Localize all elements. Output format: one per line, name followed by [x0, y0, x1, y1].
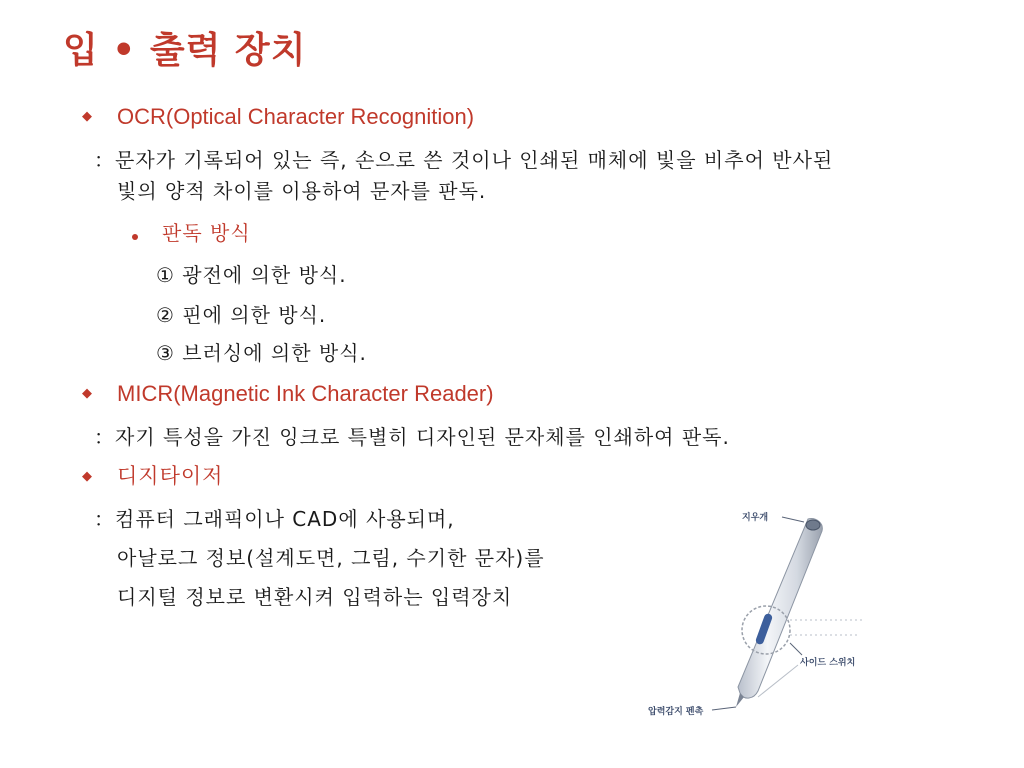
- diamond-bullet-icon: ◆: [82, 109, 92, 124]
- pressure-tip-label: 압력감지 펜촉: [648, 707, 704, 717]
- ocr-description-line2: 빛의 양적 차이를 이용하여 문자를 판독.: [117, 179, 487, 203]
- digitizer-pen-illustration: [640, 495, 880, 725]
- digitizer-description-line1: ：컴퓨터 그래픽이나 CAD에 사용되며,: [94, 507, 455, 531]
- dot-bullet-icon: [132, 234, 138, 240]
- micr-description: ：자기 특성을 가진 잉크로 특별히 디자인된 문자체를 인쇄하여 판독.: [94, 425, 730, 449]
- slide-title: 입 • 출력 장치: [63, 30, 307, 71]
- method-item: ③ 브러싱에 의한 방식.: [156, 341, 367, 365]
- eraser-label: 지우개: [742, 513, 769, 523]
- switch-leader-line: [790, 643, 802, 655]
- eraser-leader-line: [782, 517, 804, 522]
- method-item: ② 핀에 의한 방식.: [156, 303, 327, 327]
- diamond-bullet-icon: ◆: [82, 386, 92, 401]
- micr-heading: MICR(Magnetic Ink Character Reader): [117, 381, 494, 406]
- method-item: ① 광전에 의한 방식.: [156, 263, 347, 287]
- ocr-heading: OCR(Optical Character Recognition): [117, 104, 475, 129]
- diamond-bullet-icon: ◆: [82, 469, 92, 484]
- digitizer-heading: 디지타이저: [117, 464, 224, 488]
- side-switch-label: 사이드 스위치: [800, 658, 856, 668]
- reading-method-subheading: 판독 방식: [162, 221, 251, 245]
- ocr-description-line1: ：문자가 기록되어 있는 즉, 손으로 쓴 것이나 인쇄된 매체에 빛을 비추어 반사된: [94, 148, 834, 172]
- tip-leader-line: [712, 707, 736, 710]
- digitizer-description-line3: 디지털 정보로 변환시켜 입력하는 입력장치: [117, 585, 513, 609]
- digitizer-description-line2: 아날로그 정보(설계도면, 그림, 수기한 문자)를: [117, 546, 545, 570]
- pen-body-icon: [736, 519, 822, 707]
